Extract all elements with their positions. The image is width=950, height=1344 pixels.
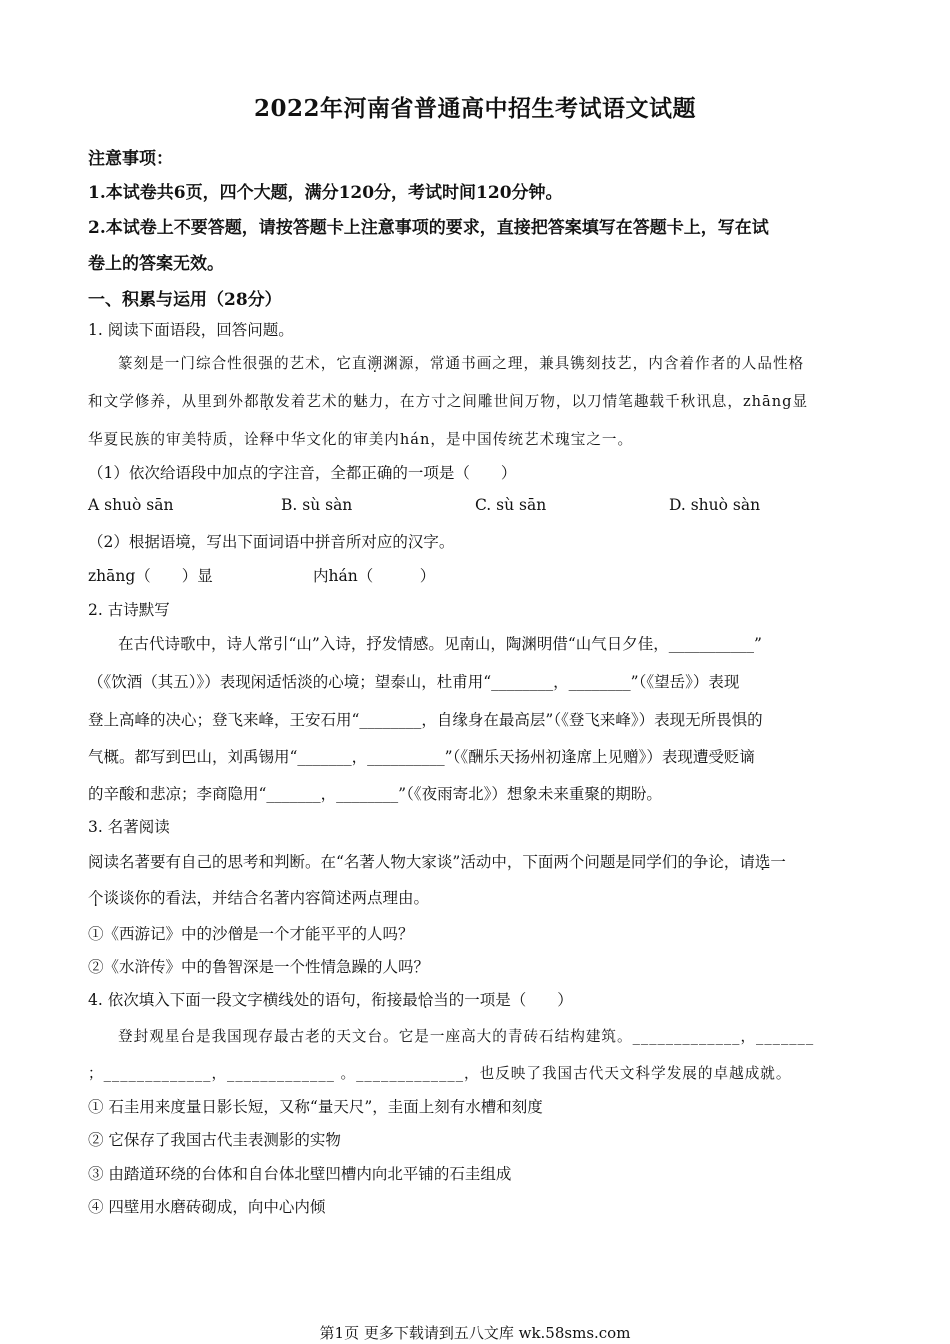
emphasis-mark: 请选一 <box>739 853 786 871</box>
q4-item-4: ④ 四壁用水磨砖砌成，向中心内倾 <box>88 1198 326 1216</box>
fill-blank-han: 内hán（ ） <box>313 567 436 585</box>
fill-blank-zhang: zhāng（ ）显 <box>88 567 213 585</box>
q2-line-1: 在古代诗歌中，诗人常引“山”入诗，抒发情感。见南山，陶渊明借“山气日夕佳，___________” <box>118 635 762 653</box>
option-d: D. shuò sàn <box>669 496 761 514</box>
q2-line-4: 气概。都写到巴山，刘禹锡用“_______，__________”（《酬乐天扬州初逢席上见赠》）表现遭受贬谪 <box>88 748 755 766</box>
q1-fill-blanks <box>88 564 863 586</box>
q1-sub-2: （2）根据语境，写出下面词语中拼音所对应的汉字。 <box>88 533 455 551</box>
option-a: A shuò sān <box>88 496 174 514</box>
notice-item-2-line-2: 卷上的答案无效。 <box>88 254 224 274</box>
q3-line-1: 阅读名著要有自己的思考和判断。在“名著人物大家谈”活动中，下面两个问题是同学们的争论，请选一 <box>88 850 863 872</box>
page-title: 2022年河南省普通高中招生考试语文试题 <box>253 95 696 122</box>
q1-options <box>88 496 863 518</box>
q1-sub-1: （1）依次给语段中加点的字注音，全都正确的一项是（ ） <box>88 464 517 482</box>
q2-stem: 2. 古诗默写 <box>88 601 170 619</box>
q3-item-2: ②《水浒传》中的鲁智深是一个性情急躁的人吗？ <box>88 958 430 976</box>
notice-item-2-line-1: 2.本试卷上不要答题，请按答题卡上注意事项的要求，直接把答案填写在答题卡上，写在试 <box>88 218 769 238</box>
emphasis-mark: 散 <box>259 393 276 410</box>
q1-stem: 1. 阅读下面语段，回答问题。 <box>88 321 294 339</box>
q3-stem: 3. 名著阅读 <box>88 818 170 836</box>
q4-item-1: ① 石圭用来度量日影长短，又称“量天尺”，圭面上刻有水槽和刻度 <box>88 1098 543 1116</box>
emphasis-mark: 溯 <box>367 355 384 372</box>
q2-line-3: 登上高峰的决心；登飞来峰，王安石用“________，自缘身在最高层”（《登飞来峰》）表现无所畏惧的 <box>88 711 763 729</box>
q4-passage-line-1: 登封观星台是我国现存最古老的天文台。它是一座高大的青砖石结构建筑。_____________，_______ <box>118 1028 815 1045</box>
q1-passage-line-2: 和文学修养，从里到外都散发着艺术的魅力，在方寸之间雕世间万物，以刀情笔趣载千秋讯息，zhāng显 <box>88 390 863 411</box>
q4-passage-line-2: ；_____________，_____________ 。_____________，也反映了我国古代天文科学发展的卓越成就。 <box>88 1065 792 1082</box>
q4-stem: 4. 依次填入下面一段文字横线处的语句，衔接最恰当的一项是（ ） <box>88 988 863 1010</box>
q4-item-3: ③ 由踏道环绕的台体和自台体北壁凹槽内向北平铺的石圭组成 <box>88 1165 512 1183</box>
page-footer: 第1页 更多下载请到五八文库 wk.58sms.com <box>319 1324 631 1342</box>
q4-item-2: ② 它保存了我国古代圭表测影的实物 <box>88 1131 341 1149</box>
emphasis-mark: 个 <box>88 889 104 907</box>
option-b: B. sù sàn <box>281 496 353 514</box>
q3-item-1: ①《西游记》中的沙僧是一个才能平平的人吗？ <box>88 925 414 943</box>
q3-line-2: 个谈谈你的看法，并结合名著内容简述两点理由。 <box>88 886 863 908</box>
q1-passage-line-3: 华夏民族的审美特质，诠释中华文化的审美内hán，是中国传统艺术瑰宝之一。 <box>88 431 634 448</box>
q2-line-2: （《饮酒（其五）》）表现闲适恬淡的心境；望泰山，杜甫用“________，________”（《望岳》）表现 <box>88 673 740 691</box>
notice-item-1: 1.本试卷共6页，四个大题，满分120分，考试时间120分钟。 <box>88 183 563 203</box>
section-1-heading: 一、积累与运用（28分） <box>88 290 282 310</box>
q2-line-5: 的辛酸和悲凉；李商隐用“_______，________”（《夜雨寄北》）想象未来重聚的期盼。 <box>88 785 662 803</box>
emphasis-mark: 最恰当 <box>402 991 449 1009</box>
option-c: C. sù sān <box>475 496 547 514</box>
q1-passage-line-1: 篆刻是一门综合性很强的艺术，它直溯渊源，常通书画之理，兼具镌刻技艺，内含着作者的人品性格 <box>88 352 893 373</box>
notice-heading: 注意事项： <box>88 149 173 169</box>
